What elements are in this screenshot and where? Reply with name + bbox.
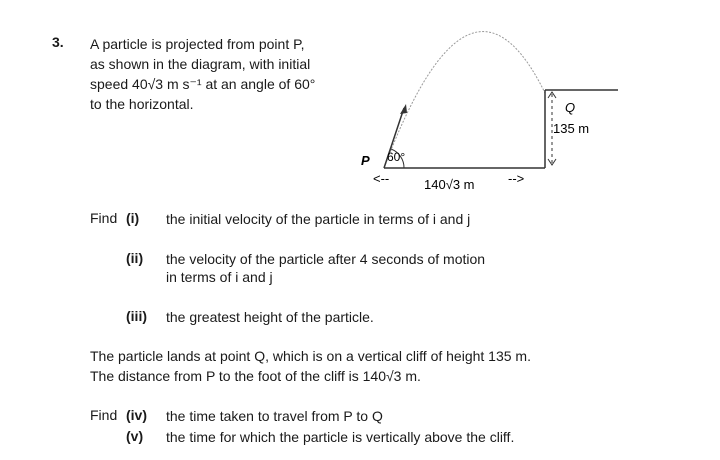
projectile-diagram xyxy=(0,0,720,210)
paragraph-line-1: The particle lands at point Q, which is on a vertical cliff of height 135 m. xyxy=(90,348,531,364)
point-p-label: P xyxy=(361,153,370,168)
distance-label: 140√3 m xyxy=(424,177,475,192)
part-iii-text: the greatest height of the particle. xyxy=(166,309,374,325)
distance-left-arrow: <-- xyxy=(373,171,390,186)
part-iii-number: (iii) xyxy=(126,308,147,324)
intro-line-2: as shown in the diagram, with initial xyxy=(90,56,311,72)
distance-right-arrow: --> xyxy=(508,171,525,186)
intro-line-3: speed 40√3 m s⁻¹ at an angle of 60° xyxy=(90,76,316,92)
angle-label: 60° xyxy=(387,150,406,164)
point-q-label: Q xyxy=(565,100,576,115)
part-iv-number: (iv) xyxy=(126,407,147,423)
intro-line-4: to the horizontal. xyxy=(90,96,194,112)
height-label: 135 m xyxy=(553,121,590,136)
velocity-arrowhead-icon xyxy=(400,104,407,114)
question-number: 3. xyxy=(52,34,64,50)
intro-line-1: A particle is projected from point P, xyxy=(90,36,305,52)
part-ii-number: (ii) xyxy=(126,250,144,266)
trajectory-curve xyxy=(384,32,545,168)
part-ii-text-line-1: the velocity of the particle after 4 seconds of motion xyxy=(166,251,486,267)
part-i-text: the initial velocity of the particle in terms of i and j xyxy=(166,211,471,227)
part-v-number: (v) xyxy=(126,428,144,444)
part-i-number: (i) xyxy=(126,210,140,226)
find-label-2: Find xyxy=(90,407,118,423)
part-iv-text: the time taken to travel from P to Q xyxy=(166,408,383,424)
landing-paragraph xyxy=(90,346,531,386)
part-ii-text-line-2: in terms of i and j xyxy=(166,269,273,285)
find-label-1: Find xyxy=(90,210,118,226)
paragraph-line-2: The distance from P to the foot of the cliff is 140√3 m. xyxy=(90,368,421,384)
part-v-text: the time for which the particle is vertically above the cliff. xyxy=(166,429,515,445)
